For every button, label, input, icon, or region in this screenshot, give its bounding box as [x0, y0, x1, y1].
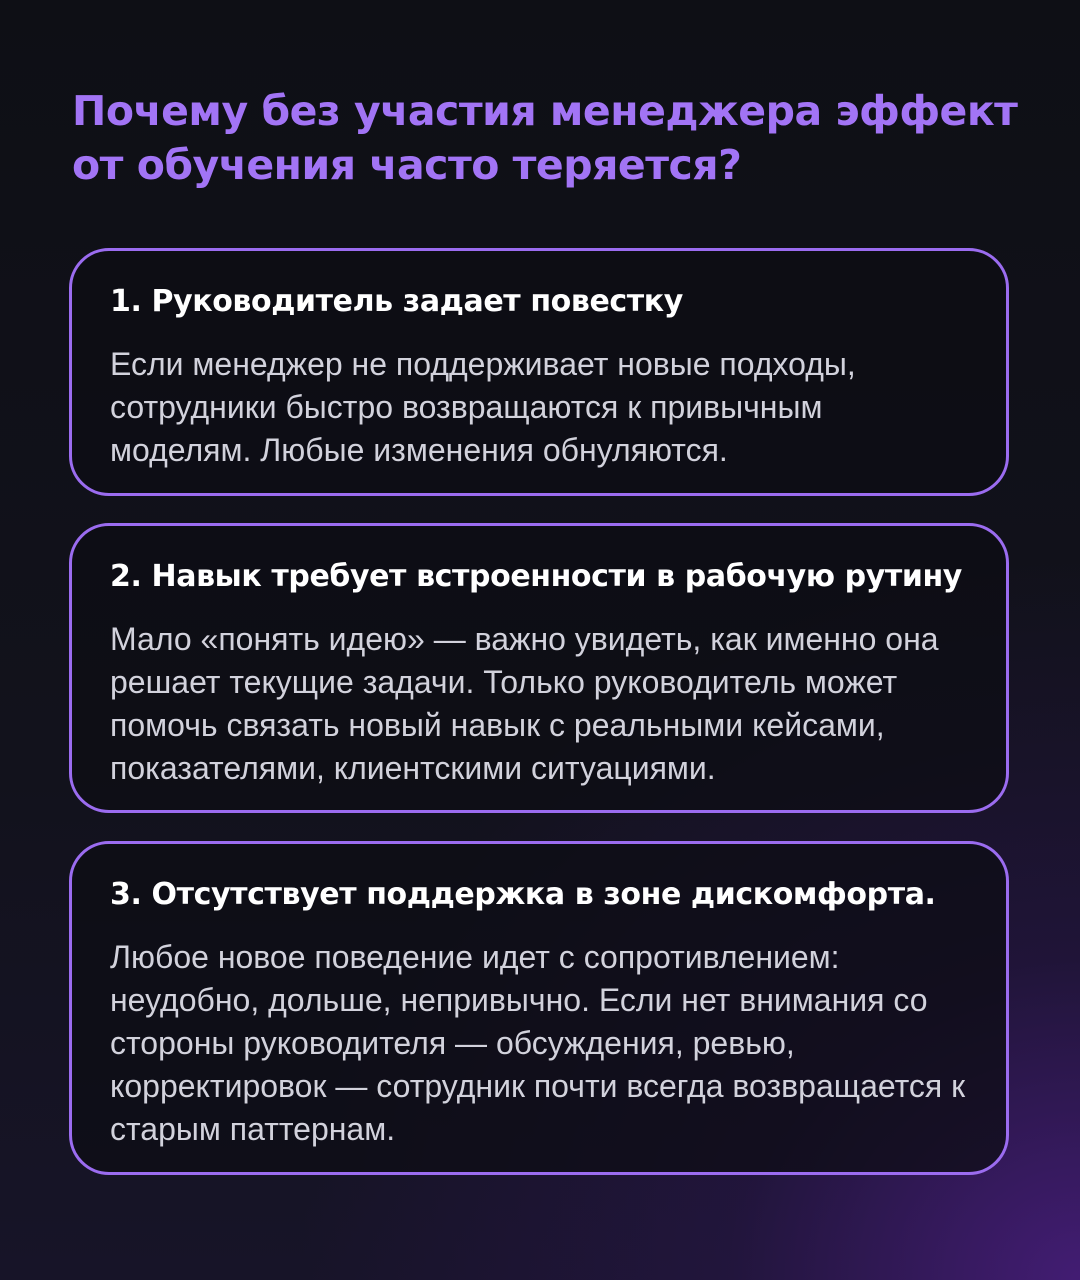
reason-card-2 — [69, 523, 1009, 813]
reason-card-2-heading: 2. Навык требует встроенности в рабочую рутину — [110, 559, 962, 594]
reason-card-3-body: Любое новое поведение идет с сопротивлением: неудобно, дольше, непривычно. Если нет внимания со стороны руководителя — обсуждения, ревью, корректировок — сотрудник почти всегда возвращается к старым паттернам. — [110, 939, 966, 1147]
reason-card-2-body: Мало «понять идею» — важно увидеть, как именно она решает текущие задачи. Только руководитель может помочь связать новый навык с реальными кейсами, показателями, клиентскими ситуациями. — [110, 621, 939, 786]
reason-card-1-heading: 1. Руководитель задает повестку — [110, 284, 683, 319]
reason-card-3 — [69, 841, 1009, 1175]
reason-card-1-body: Если менеджер не поддерживает новые подходы, сотрудники быстро возвращаются к привычным моделям. Любые изменения обнуляются. — [110, 346, 856, 468]
reason-card-1 — [69, 248, 1009, 496]
reason-card-3-heading: 3. Отсутствует поддержка в зоне дискомфорта. — [110, 877, 936, 912]
page-title: Почему без участия менеджера эффект от обучения часто теряется? — [72, 87, 1018, 189]
